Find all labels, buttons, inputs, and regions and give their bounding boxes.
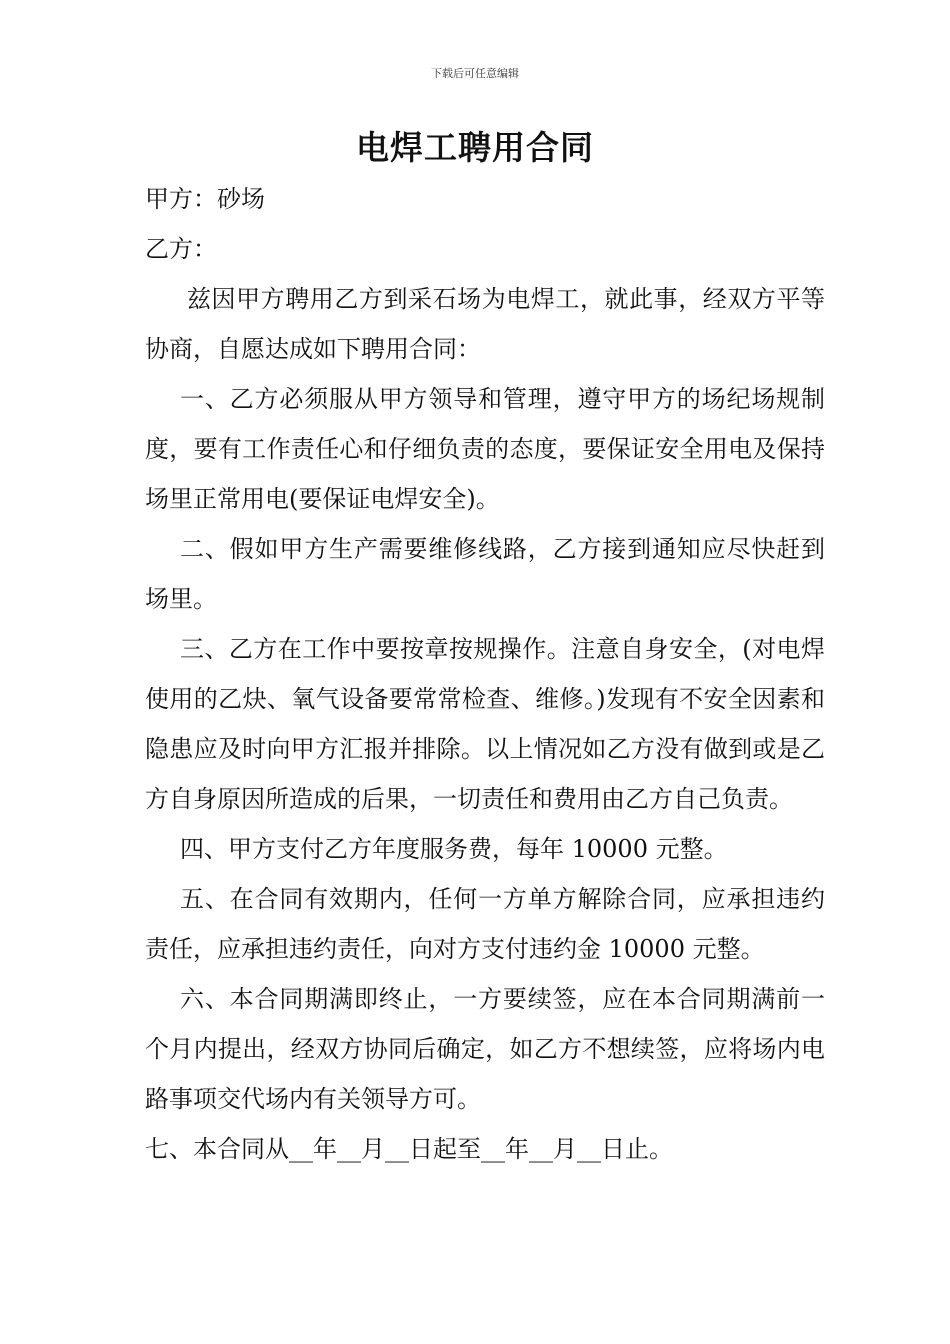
- contract-body: [145, 174, 825, 1174]
- clause-5: 五、在合同有效期内，任何一方单方解除合同，应承担违约责任，应承担违约责任，向对方支付违约金 10000 元整。: [145, 885, 825, 963]
- party-a-line: 甲方：砂场: [145, 185, 265, 213]
- clause-1: 一、乙方必须服从甲方领导和管理，遵守甲方的场纪场规制度，要有工作责任心和仔细负责的态度，要保证安全用电及保持场里正常用电(要保证电焊安全)。: [145, 385, 825, 513]
- clause-4: 四、甲方支付乙方年度服务费，每年 10000 元整。: [180, 835, 728, 863]
- document-title: 电焊工聘用合同: [356, 128, 594, 167]
- intro-paragraph: 兹因甲方聘用乙方到采石场为电焊工，就此事，经双方平等协商，自愿达成如下聘用合同：: [145, 285, 825, 363]
- clause-6: 六、本合同期满即终止，一方要续签，应在本合同期满前一个月内提出，经双方协同后确定，如乙方不想续签，应将场内电路事项交代场内有关领导方可。: [145, 985, 825, 1113]
- clause-3: 三、乙方在工作中要按章按规操作。注意自身安全，(对电焊使用的乙炔、氧气设备要常常检查、维修。)发现有不安全因素和隐患应及时向甲方汇报并排除。以上情况如乙方没有做到或是乙方自身原因所造成的后果，一切责任和费用由乙方自己负责。: [145, 635, 825, 813]
- clause-7: 七、本合同从__年__月__日起至__年__月__日止。: [145, 1135, 673, 1163]
- clause-2: 二、假如甲方生产需要维修线路，乙方接到通知应尽快赶到场里。: [145, 535, 825, 613]
- party-b-line: 乙方：: [145, 235, 217, 263]
- header-note: 下载后可任意编辑: [431, 67, 519, 80]
